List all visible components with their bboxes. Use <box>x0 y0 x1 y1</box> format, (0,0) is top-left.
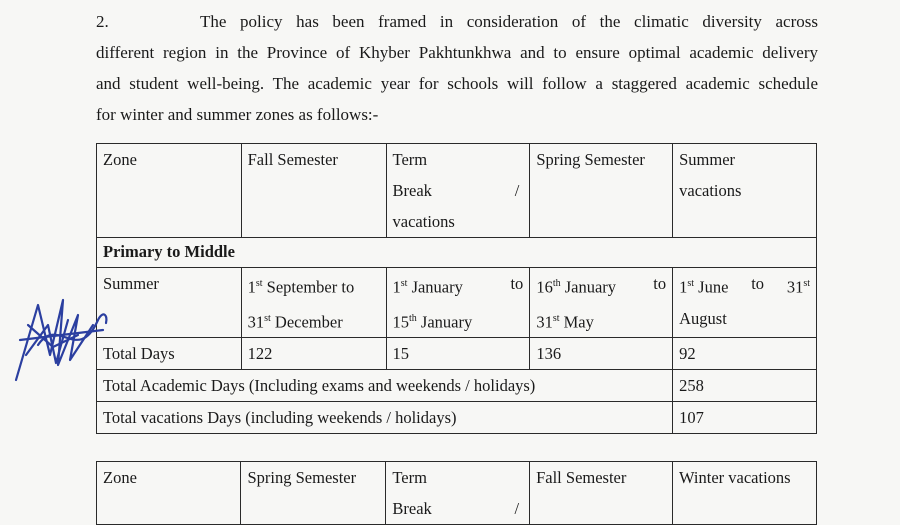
policy-paragraph <box>96 6 818 130</box>
header-term-break: Term Break / <box>386 462 530 525</box>
table-row-summer <box>97 268 817 338</box>
cell-total-days-summer: 92 <box>673 338 817 370</box>
cell-zone: Summer <box>97 268 242 338</box>
header-spring-semester: Spring Semester <box>241 462 386 525</box>
table-header-row <box>97 144 817 238</box>
header-zone: Zone <box>97 462 241 525</box>
summer-zone-schedule-table <box>96 143 817 434</box>
cell-spring-dates: 16th January to 31st May <box>530 268 673 338</box>
header-fall-semester: Fall Semester <box>530 462 673 525</box>
cell-academic-days-label: Total Academic Days (Including exams and weekends / holidays) <box>97 370 673 402</box>
paragraph-line-1: 2. The policy has been framed in consideration of the climatic diversity across <box>96 6 818 37</box>
paragraph-line-3: and student well-being. The academic year for schools will follow a staggered academic schedule <box>96 74 818 93</box>
winter-zone-schedule-table <box>96 461 817 525</box>
cell-academic-days-value: 258 <box>673 370 817 402</box>
header-term-break: Term Break / vacations <box>386 144 530 238</box>
cell-fall-dates: 1st September to 31st December <box>241 268 386 338</box>
signature-scribble <box>8 285 118 395</box>
cell-total-days-spring: 136 <box>530 338 673 370</box>
paragraph-line-4: for winter and summer zones as follows:- <box>96 105 379 124</box>
paragraph-line-2: different region in the Province of Khyber Pakhtunkhwa and to ensure optimal academic delivery <box>96 43 818 62</box>
cell-summer-dates: 1st June to 31st August <box>673 268 817 338</box>
header-fall-semester: Fall Semester <box>241 144 386 238</box>
cell-vacation-days-label: Total vacations Days (including weekends / holidays) <box>97 402 673 434</box>
header-winter-vacations: Winter vacations <box>673 462 817 525</box>
cell-term-dates: 1st January to 15th January <box>386 268 530 338</box>
paragraph-number: 2. <box>96 12 109 31</box>
table-row-vacation-days <box>97 402 817 434</box>
section-label: Primary to Middle <box>97 238 817 268</box>
cell-total-days-fall: 122 <box>241 338 386 370</box>
header-summer-vacations: Summer vacations <box>673 144 817 238</box>
table-row-academic-days <box>97 370 817 402</box>
cell-vacation-days-value: 107 <box>673 402 817 434</box>
header-zone: Zone <box>97 144 242 238</box>
cell-total-days-term: 15 <box>386 338 530 370</box>
header-spring-semester: Spring Semester <box>530 144 673 238</box>
cell-total-days-label: Total Days <box>97 338 242 370</box>
section-row-primary-to-middle <box>97 238 817 268</box>
table-row-total-days <box>97 338 817 370</box>
table-header-row <box>97 462 817 525</box>
